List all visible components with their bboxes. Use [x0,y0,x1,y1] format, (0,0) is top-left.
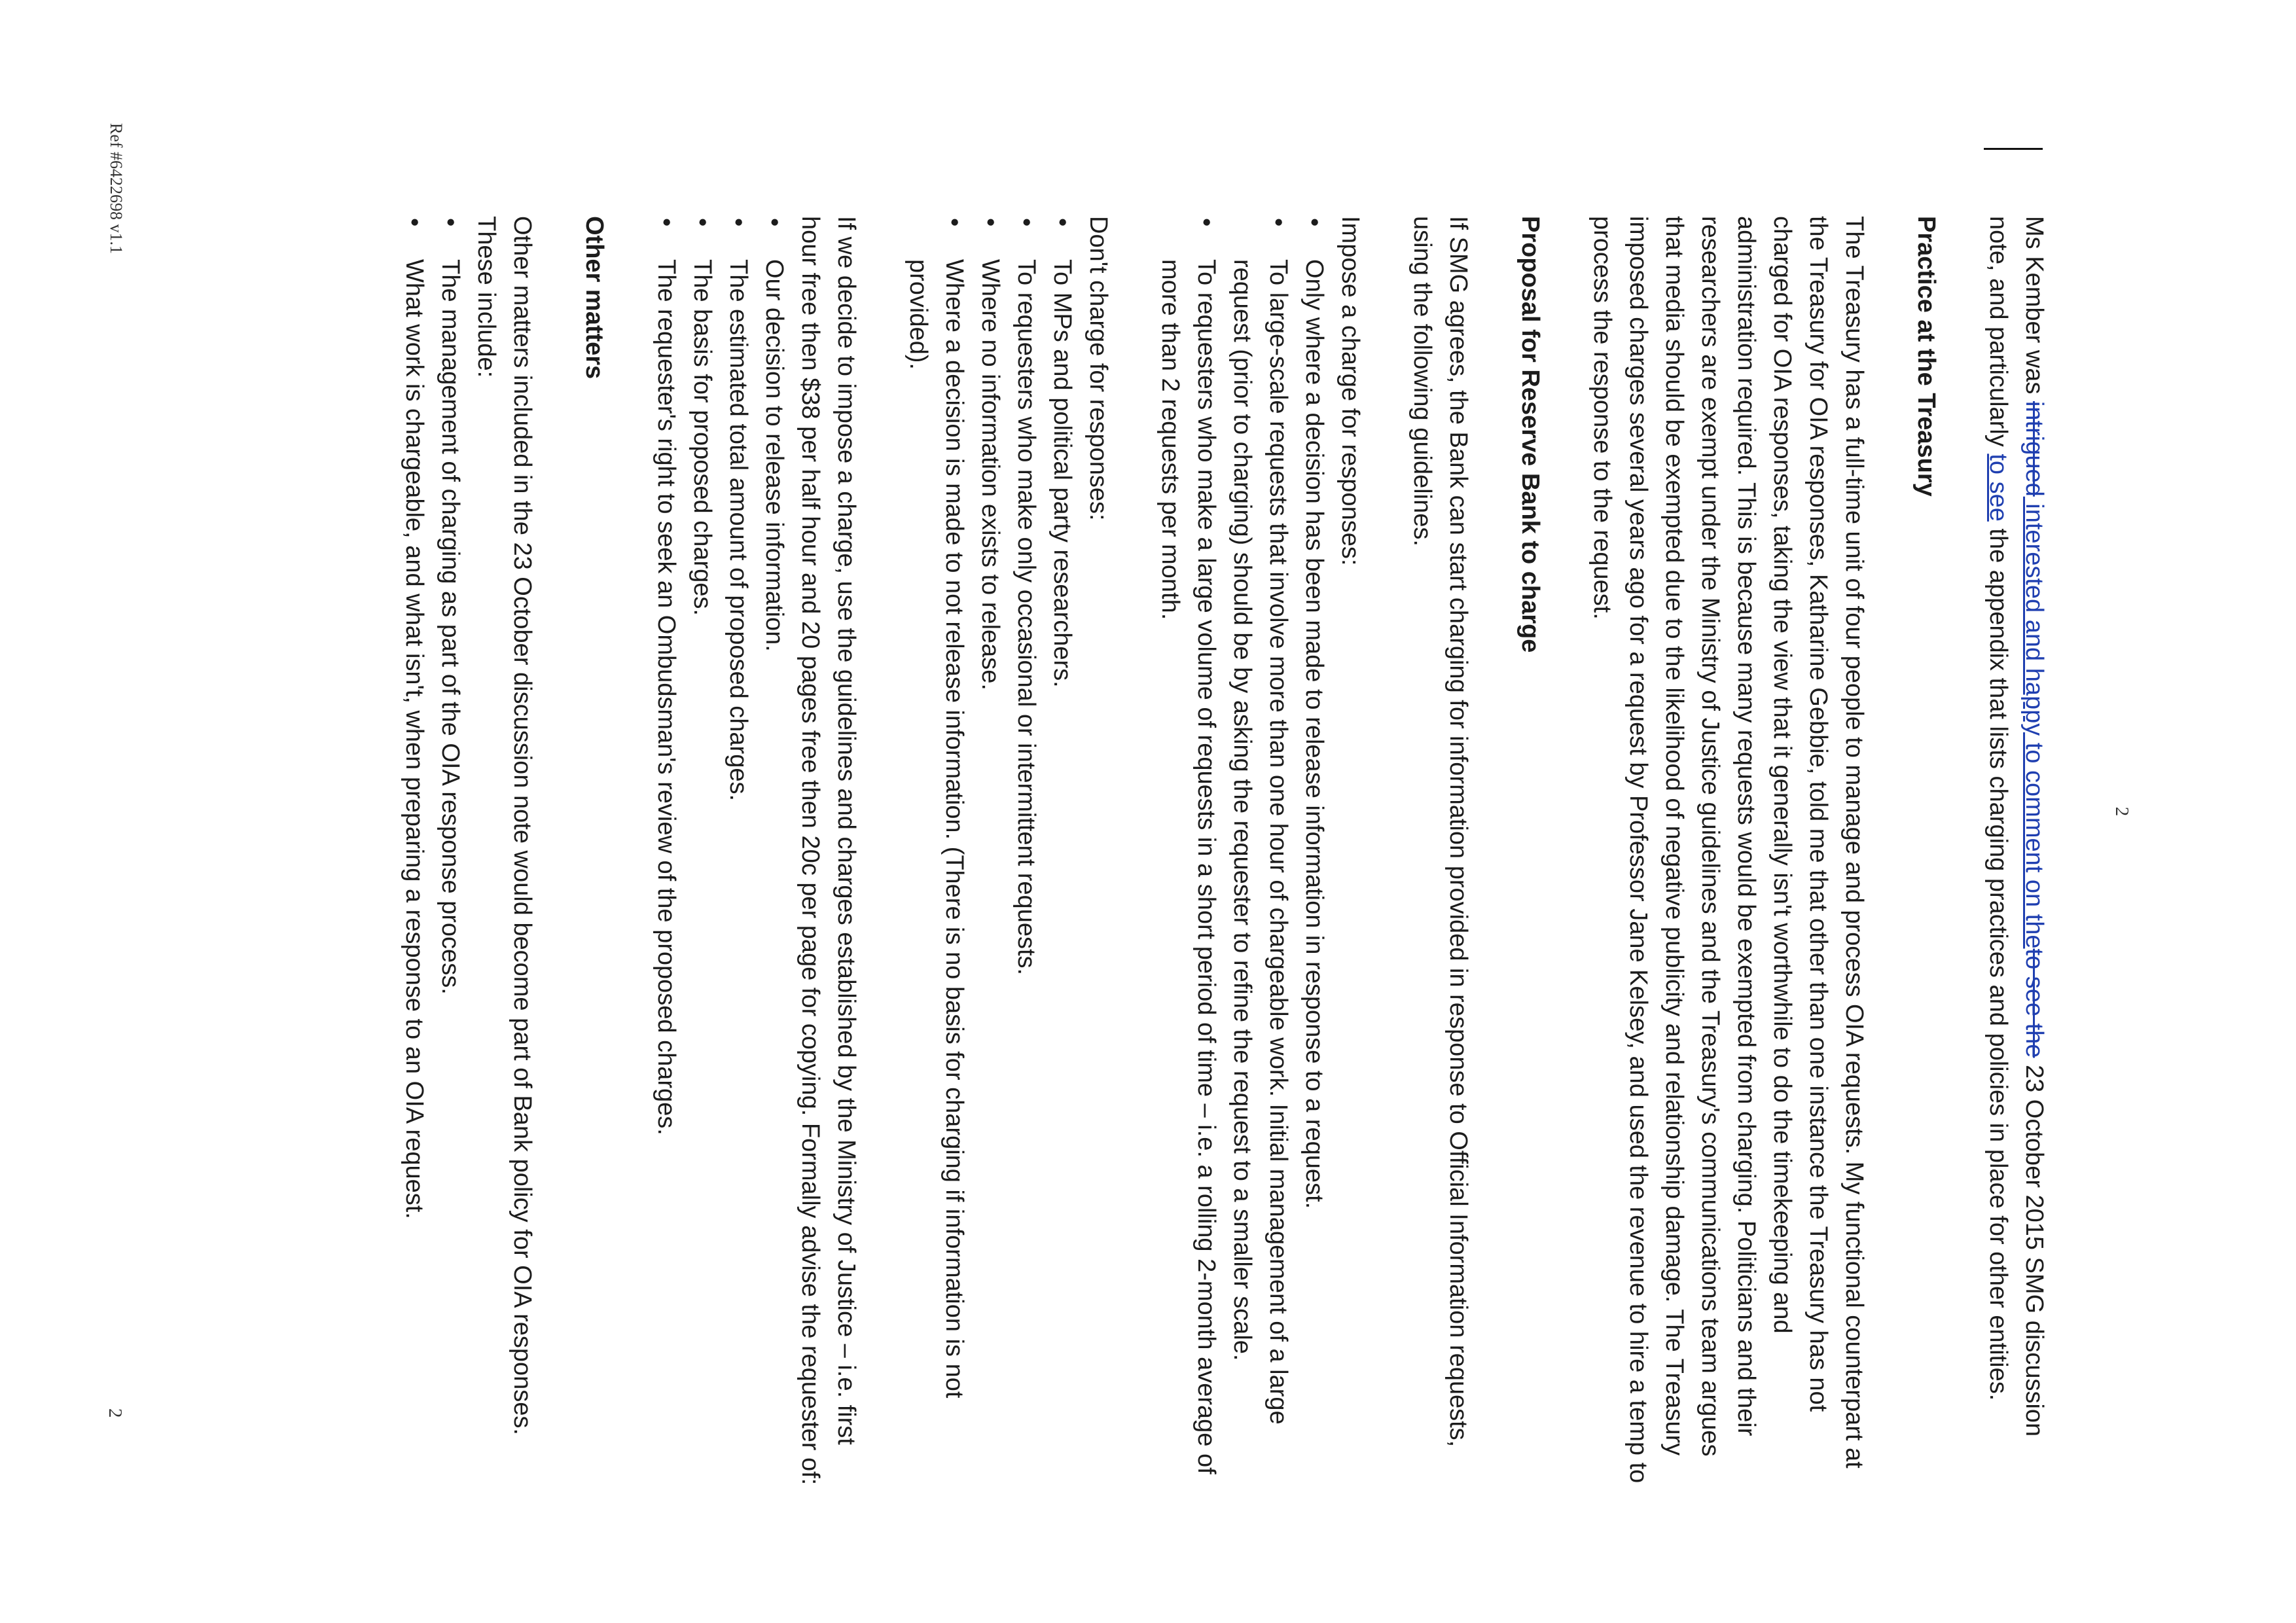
list-item: • To requesters who make only occasional or intermittent requests. [1008,216,1044,1492]
dont-charge-intro: Don't charge for responses: [1085,216,1112,521]
tracked-deletion-2: to see the [2020,948,2048,1058]
decide-paragraph: If we decide to impose a charge, use the guidelines and charges established by the Ministry of Justice – i.e. first hour free then $38 per half hour and 20 pages free then 20c per page for copying. Formally advise the requester of: [797,216,860,1486]
dont-charge-list [900,216,1080,1492]
header-page-number: 2 [2111,806,2132,817]
document-body [396,216,2052,1492]
list-item: • Our decision to release information. [756,216,792,1492]
other-list [396,216,468,1492]
treasury-paragraph: The Treasury has a full-time unit of four people to manage and process OIA requests. My functional counterpart at the Treasury for OIA responses, Katharine Gebbie, told me that other than one instance the Treasury has not charged for OIA responses, taking the view that it generally isn't worthwhile to do the timekeeping and administration required. This is because many requests would be exempted from charging. Politicians and their researchers are exempt under the Ministry of Justice guidelines and the Treasury's communications team argues that media should be exempted due to the likelihood of negative publicity and relationship damage. The Treasury imposed charges several years ago for a request by Professor Jane Kelsey, and used the revenue to hire a temp to process the response to the request. [1588,216,1868,1484]
list-item: • The estimated total amount of proposed charges. [720,216,756,1492]
list-item: • Only where a decision has been made to release information in response to a request. [1296,216,1332,1492]
heading-treasury: Practice at the Treasury [1912,216,1940,497]
list-item: • To requesters who make a large volume of requests in a short period of time – i.e. a rolling 2-month average of more than 2 requests per month. [1152,216,1224,1492]
intro-text-3: the appendix that lists charging practices and policies in place for other entities. [1984,521,2012,1401]
impose-intro: Impose a charge for responses: [1336,216,1364,566]
tracked-insertion-1: interested and happy to comment on the [2020,496,2048,949]
intro-text-1: Ms Kember was [2020,216,2048,401]
heading-other-matters: Other matters [581,216,608,380]
list-item: • What work is chargeable, and what isn't, when preparing a response to an OIA request. [396,216,432,1492]
heading-proposal: Proposal for Reserve Bank to charge [1516,216,1544,653]
impose-list [1152,216,1332,1492]
document-reference: Ref #6422698 v1.1 [107,123,126,255]
list-item: • The requester's right to seek an Ombudsman's review of the proposed charges. [648,216,684,1492]
intro-paragraph [1980,216,2052,1492]
advise-list [648,216,792,1492]
list-item: • To MPs and political party researchers. [1044,216,1080,1492]
list-item: • The management of charging as part of the OIA response process. [432,216,468,1492]
tracked-deletion-1: intrigued [2020,401,2048,497]
tracked-insertion-2: to see [1984,454,2012,522]
list-item: • Where a decision is made to not release information. (There is no basis for charging if information is not provided). [900,216,972,1492]
other-intro: Other matters included in the 23 October discussion note would become part of Bank policy for OIA responses. These include: [473,216,536,1435]
list-item: • Where no information exists to release. [972,216,1008,1492]
list-item: • The basis for proposed charges. [684,216,720,1492]
proposal-intro: If SMG agrees, the Bank can start charging for information provided in response to Official Information requests, using the following guidelines. [1408,216,1472,1448]
intro-text-2: 23 October 2015 SMG discussion note, and particularly [1984,216,2048,1437]
footer-page-number: 2 [105,1408,126,1418]
revision-change-bar [1984,148,2043,150]
list-item: • To large-scale requests that involve more than one hour of chargeable work. Initial management of a large request (prior to charging) should be by asking the requester to refine the request to a smaller scale. [1224,216,1296,1492]
